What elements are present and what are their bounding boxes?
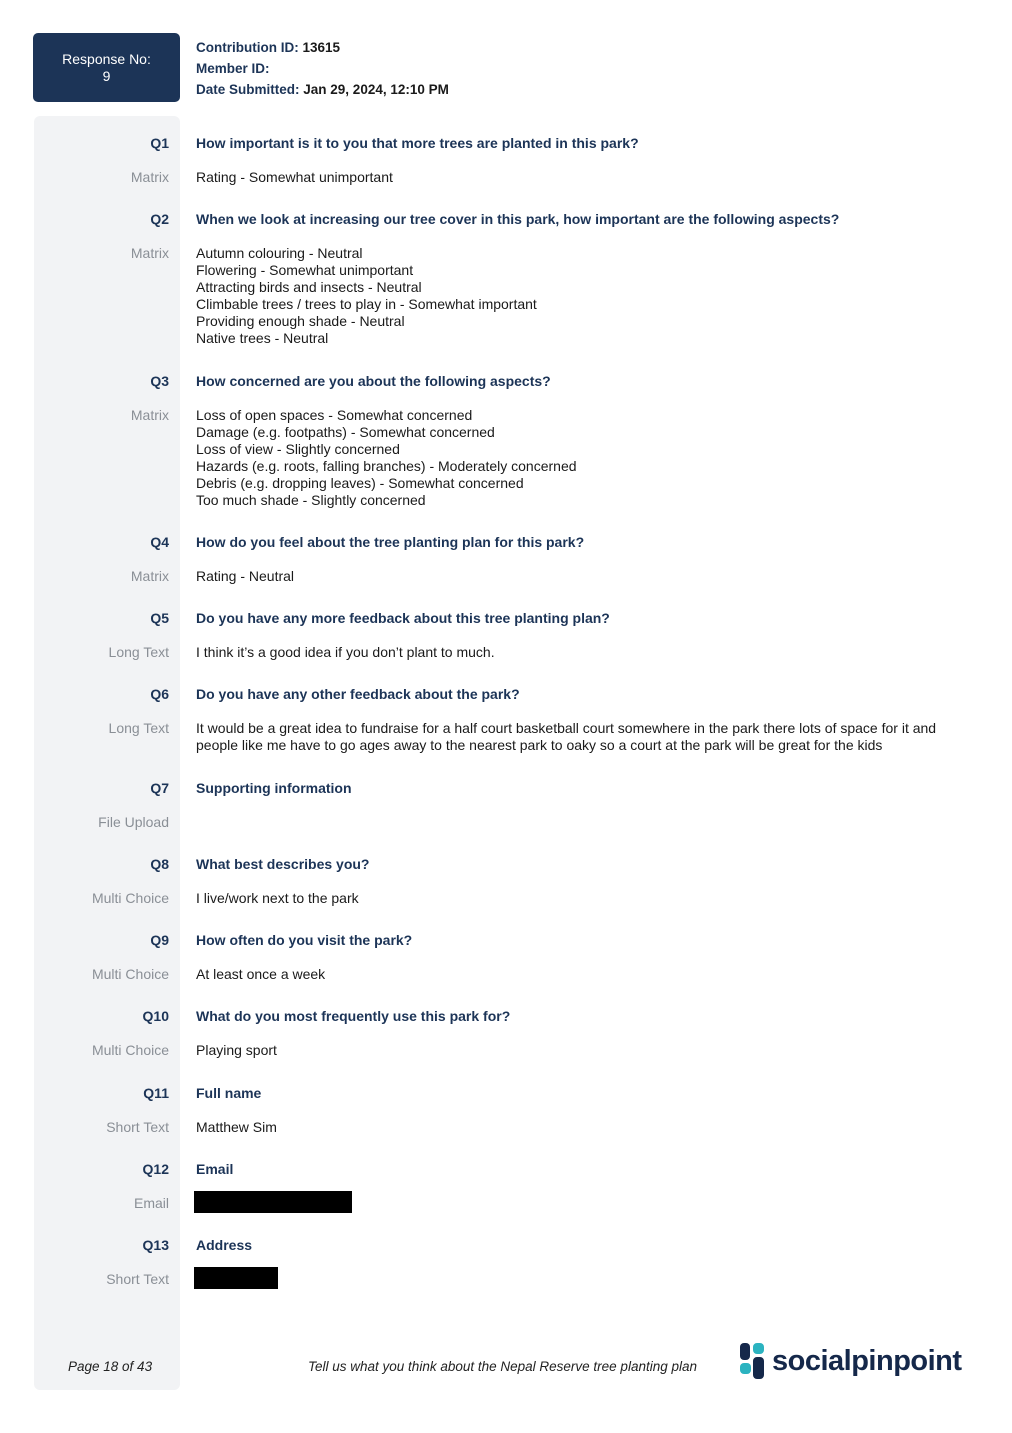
answer-line: I live/work next to the park: [196, 890, 359, 906]
answer-line: Flowering - Somewhat unimportant: [196, 262, 414, 278]
socialpinpoint-logo: [740, 1343, 962, 1379]
contribution-id: 13615: [302, 40, 341, 55]
pinpoint-logo-icon: [740, 1343, 764, 1379]
question-type: File Upload: [98, 814, 169, 830]
date-label: Date Submitted:: [196, 82, 300, 97]
answer: [196, 245, 956, 347]
question-text: How important is it to you that more trees are planted in this park?: [196, 135, 639, 151]
question-text: How often do you visit the park?: [196, 932, 413, 948]
question-number: Q10: [142, 1008, 169, 1024]
answer-line: It would be a great idea to fundraise for a half court basketball court somewhere in the park there lots of space for it and people like me have to go ages away to the nearest park to oaky so a court at the park will be great for the kids: [196, 720, 937, 753]
answer: [196, 169, 956, 186]
question-number: Q4: [150, 534, 169, 550]
answer: [196, 568, 956, 585]
question-text: Address: [196, 1237, 253, 1253]
question-number: Q2: [150, 211, 169, 227]
answer-line: Rating - Neutral: [196, 568, 295, 584]
contribution-label: Contribution ID:: [196, 40, 299, 55]
member-label: Member ID:: [196, 61, 270, 76]
answer: [196, 407, 956, 509]
logo-text: socialpinpoint: [772, 1344, 962, 1377]
question-type: Short Text: [106, 1119, 169, 1135]
answer: [196, 644, 956, 661]
answer-line: Too much shade - Slightly concerned: [196, 492, 426, 508]
question-text: What do you most frequently use this park for?: [196, 1008, 511, 1024]
question-number: Q9: [150, 932, 169, 948]
response-number-box: [33, 33, 180, 102]
question-number: Q6: [150, 686, 169, 702]
question-type: Multi Choice: [91, 890, 169, 906]
answer-line: Native trees - Neutral: [196, 330, 329, 346]
answer-line: Providing enough shade - Neutral: [196, 313, 405, 329]
answer-line: Matthew Sim: [196, 1119, 277, 1135]
answer: [196, 890, 956, 907]
answer-line: Autumn colouring - Neutral: [196, 245, 363, 261]
question-type: Multi Choice: [91, 966, 169, 982]
question-number: Q1: [150, 135, 169, 151]
answer: [196, 1042, 956, 1059]
answer-line: Hazards (e.g. roots, falling branches) - Moderately concerned: [196, 458, 577, 474]
question-number: Q3: [150, 373, 169, 389]
question-number: Q7: [150, 780, 169, 796]
question-number: Q11: [143, 1085, 169, 1101]
question-number: Q12: [142, 1161, 169, 1177]
question-text: How concerned are you about the following aspects?: [196, 373, 551, 389]
question-text: Do you have any other feedback about the park?: [196, 686, 520, 702]
question-type: Short Text: [106, 1271, 169, 1287]
question-type: Matrix: [130, 245, 169, 261]
question-type: Matrix: [130, 169, 169, 185]
question-text: Supporting information: [196, 780, 352, 796]
answer-line: Playing sport: [196, 1042, 277, 1058]
answer: [196, 720, 956, 754]
answer-line: Loss of open spaces - Somewhat concerned: [196, 407, 473, 423]
question-number: Q13: [142, 1237, 169, 1253]
response-label: Response No:: [62, 50, 151, 67]
answer-line: Climbable trees / trees to play in - Somewhat important: [196, 296, 537, 312]
question-text: What best describes you?: [196, 856, 370, 872]
answer-line: I think it’s a good idea if you don’t plant to much.: [196, 644, 495, 660]
question-text: Full name: [196, 1085, 262, 1101]
submission-meta: [196, 37, 449, 100]
question-type: Long Text: [108, 644, 169, 660]
answer-line: At least once a week: [196, 966, 326, 982]
question-type: Long Text: [108, 720, 169, 736]
question-text: Do you have any more feedback about this tree planting plan?: [196, 610, 610, 626]
answer-line: Debris (e.g. dropping leaves) - Somewhat concerned: [196, 475, 524, 491]
question-number: Q8: [150, 856, 169, 872]
question-type: Matrix: [130, 407, 169, 423]
question-text: Email: [196, 1161, 234, 1177]
answer-line: Attracting birds and insects - Neutral: [196, 279, 422, 295]
question-type: Email: [133, 1195, 169, 1211]
date-submitted: Jan 29, 2024, 12:10 PM: [303, 82, 449, 97]
answer-line: Damage (e.g. footpaths) - Somewhat concerned: [196, 424, 495, 440]
answer-line: Rating - Somewhat unimportant: [196, 169, 393, 185]
response-number: 9: [102, 67, 111, 84]
question-text: When we look at increasing our tree cover in this park, how important are the following aspects?: [196, 211, 840, 227]
question-number: Q5: [150, 610, 169, 626]
question-type: Multi Choice: [91, 1042, 169, 1058]
survey-title: Tell us what you think about the Nepal Reserve tree planting plan: [308, 1359, 697, 1374]
answer: [196, 1119, 956, 1136]
redacted-value: [194, 1267, 278, 1289]
page-number: Page 18 of 43: [68, 1359, 153, 1374]
redacted-value: [194, 1191, 352, 1213]
question-text: How do you feel about the tree planting plan for this park?: [196, 534, 585, 550]
answer: [196, 966, 956, 983]
answer-line: Loss of view - Slightly concerned: [196, 441, 400, 457]
question-type: Matrix: [130, 568, 169, 584]
